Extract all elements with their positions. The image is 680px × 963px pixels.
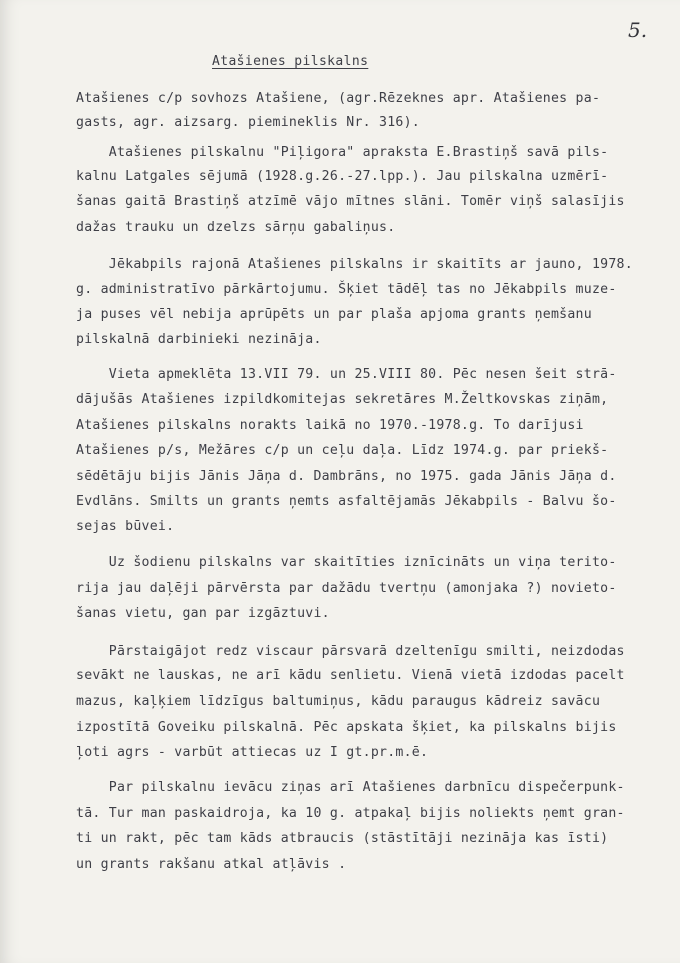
- text-line: Atašienes c/p sovhozs Atašiene, (agr.Rēzeknes apr. Atašienes pa-: [76, 91, 601, 106]
- text-line: ja puses vēl nebija aprūpēts un par plaša apjoma grants ņemšanu: [76, 307, 592, 322]
- text-line: kalnu Latgales sējumā (1928.g.26.-27.lpp.). Jau pilskalna uzmērī-: [76, 169, 609, 184]
- text-line: Par pilskalnu ievācu ziņas arī Atašienes darbnīcu dispečerpunk-: [76, 780, 625, 795]
- text-line: ļoti agrs - varbūt attiecas uz I gt.pr.m.ē.: [76, 745, 429, 760]
- text-line: Evdlāns. Smilts un grants ņemts asfaltējamās Jēkabpils - Balvu šo-: [76, 494, 617, 509]
- text-line: gasts, agr. aizsarg. piemineklis Nr. 316).: [76, 115, 420, 130]
- text-line: sejas būvei.: [76, 519, 175, 534]
- text-line: pilskalnā darbinieki nezināja.: [76, 332, 322, 347]
- text-line: mazus, kaļķiem līdzīgus baltumiņus, kādu paraugus kādreiz savācu: [76, 694, 601, 709]
- text-line: Atašienes pilskalnu "Piļigora" apraksta E.Brastiņš savā pils-: [76, 145, 609, 160]
- text-line: tā. Tur man paskaidroja, ka 10 g. atpakaļ bijis noliekts ņemt gran-: [76, 806, 625, 821]
- text-line: Uz šodienu pilskalns var skaitīties iznīcināts un viņa terito-: [76, 555, 617, 570]
- page-number: 5.: [628, 18, 648, 42]
- text-line: dājušās Atašienes izpildkomitejas sekretāres M.Želtkovskas ziņām,: [76, 392, 609, 407]
- text-line: Pārstaigājot redz viscaur pārsvarā dzeltenīgu smilti, neizdodas: [76, 644, 625, 659]
- text-line: rija jau daļēji pārvērsta par dažādu tvertņu (amonjaka ?) novieto-: [76, 581, 617, 596]
- text-line: Jēkabpils rajonā Atašienes pilskalns ir skaitīts ar jauno, 1978.: [76, 257, 633, 272]
- text-line: dažas trauku un dzelzs sārņu gabaliņus.: [76, 220, 396, 235]
- text-line: Atašienes pilskalns norakts laikā no 1970.-1978.g. To darījusi: [76, 418, 584, 433]
- text-line: Vieta apmeklēta 13.VII 79. un 25.VIII 80. Pēc nesen šeit strā-: [76, 367, 617, 382]
- text-line: sevākt ne lauskas, ne arī kādu senlietu. Vienā vietā izdodas pacelt: [76, 668, 625, 683]
- text-line: g. administratīvo pārkārtojumu. Šķiet tādēļ tas no Jēkabpils muze-: [76, 282, 617, 297]
- text-line: Atašienes p/s, Mežāres c/p un ceļu daļa. Līdz 1974.g. par priekš-: [76, 443, 609, 458]
- document-title: Atašienes pilskalns: [212, 54, 369, 69]
- text-line: šanas gaitā Brastiņš atzīmē vājo mītnes slāni. Tomēr viņš salasījis: [76, 194, 625, 209]
- text-line: un grants rakšanu atkal atļāvis .: [76, 857, 347, 872]
- text-line: izpostītā Goveiku pilskalnā. Pēc apskata šķiet, ka pilskalns bijis: [76, 720, 617, 735]
- text-line: ti un rakt, pēc tam kāds atbraucis (stāstītāji nezināja kas īsti): [76, 831, 609, 846]
- text-line: sēdētāju bijis Jānis Jāņa d. Dambrāns, no 1975. gada Jānis Jāņa d.: [76, 469, 617, 484]
- text-line: šanas vietu, gan par izgāztuvi.: [76, 606, 330, 621]
